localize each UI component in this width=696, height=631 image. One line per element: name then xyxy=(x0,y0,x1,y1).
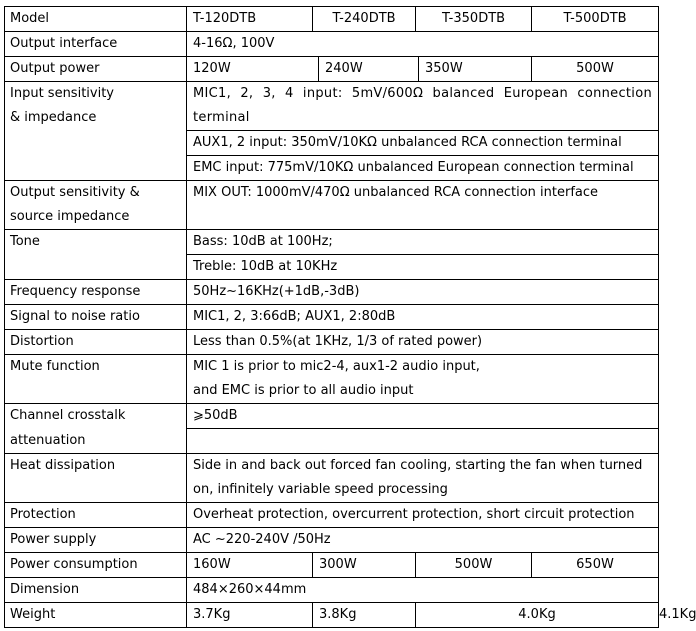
value-dimension: 484×260×44mm xyxy=(187,577,659,602)
value-frequency-response: 50Hz~16KHz(+1dB,-3dB) xyxy=(187,280,659,305)
value-heat: Side in and back out forced fan cooling, starting the fan when turned on, infinitely variable speed processing xyxy=(187,453,659,502)
label-output-interface: Output interface xyxy=(5,32,187,57)
row-distortion xyxy=(5,330,659,355)
value-distortion: Less than 0.5%(at 1KHz, 1/3 of rated power) xyxy=(187,330,659,355)
label-output-power: Output power xyxy=(5,57,187,82)
label-power-consumption: Power consumption xyxy=(5,552,187,577)
row-input-sensitivity-mic xyxy=(5,82,659,131)
value-output-sensitivity: MIX OUT: 1000mV/470Ω unbalanced RCA connection interface xyxy=(187,181,659,230)
row-input-sensitivity-aux xyxy=(5,131,659,156)
row-input-sensitivity-emc xyxy=(5,156,659,181)
row-protection xyxy=(5,502,659,527)
row-tone-treble xyxy=(5,255,659,280)
row-output-power xyxy=(5,57,659,82)
value-protection: Overheat protection, overcurrent protection, short circuit protection xyxy=(187,502,659,527)
weight-1: 3.7Kg xyxy=(187,602,313,627)
weight-3: 4.0Kg xyxy=(416,602,659,627)
label-dimension: Dimension xyxy=(5,577,187,602)
row-tone-bass xyxy=(5,230,659,255)
row-snr xyxy=(5,305,659,330)
value-input-mic: MIC1, 2, 3, 4 input: 5mV/600Ω balanced European connection terminal xyxy=(187,82,659,131)
label-output-sensitivity-line1: Output sensitivity & xyxy=(10,185,140,200)
row-crosstalk-1 xyxy=(5,404,659,429)
value-tone-bass: Bass: 10dB at 100Hz; xyxy=(187,230,659,255)
row-output-sensitivity xyxy=(5,181,659,230)
row-mute-2 xyxy=(5,379,659,404)
label-snr: Signal to noise ratio xyxy=(5,305,187,330)
model-4: T-500DTB xyxy=(532,7,659,32)
output-power-2: 240W xyxy=(319,57,419,82)
power-consumption-3: 500W xyxy=(416,552,532,577)
power-consumption-4: 650W xyxy=(532,552,659,577)
value-tone-treble: Treble: 10dB at 10KHz xyxy=(187,255,659,280)
label-tone-cont xyxy=(5,255,187,280)
row-weight: Weight 3.7Kg 3.8Kg 4.0Kg 4.1Kg xyxy=(5,602,659,627)
row-crosstalk-2 xyxy=(5,429,659,454)
row-frequency-response xyxy=(5,280,659,305)
label-distortion: Distortion xyxy=(5,330,187,355)
row-output-interface xyxy=(5,32,659,57)
output-power-4: 500W xyxy=(532,57,659,82)
label-power-supply: Power supply xyxy=(5,527,187,552)
label-protection: Protection xyxy=(5,502,187,527)
row-power-supply xyxy=(5,527,659,552)
value-input-emc: EMC input: 775mV/10KΩ unbalanced European connection terminal xyxy=(187,156,659,181)
value-mute-line1: MIC 1 is prior to mic2-4, aux1-2 audio input, xyxy=(187,355,659,380)
label-crosstalk-line2: attenuation xyxy=(5,429,187,454)
row-heat xyxy=(5,453,659,502)
label-output-sensitivity xyxy=(5,181,187,230)
row-power-consumption xyxy=(5,552,659,577)
row-model xyxy=(5,7,659,32)
label-heat: Heat dissipation xyxy=(5,453,187,502)
label-input-sensitivity-cont2 xyxy=(5,156,187,181)
output-power-1: 120W xyxy=(187,57,319,82)
spec-table xyxy=(4,6,696,628)
model-1: T-120DTB xyxy=(187,7,313,32)
value-output-interface: 4-16Ω, 100V xyxy=(187,32,659,57)
label-input-sensitivity-line1: Input sensitivity xyxy=(10,86,114,101)
output-power-3: 350W xyxy=(419,57,532,82)
value-crosstalk-empty xyxy=(187,429,659,454)
label-model: Model xyxy=(5,7,187,32)
weight-2: 3.8Kg xyxy=(313,602,416,627)
value-snr: MIC1, 2, 3:66dB; AUX1, 2:80dB xyxy=(187,305,659,330)
label-input-sensitivity-line2: & impedance xyxy=(10,110,97,125)
label-frequency-response: Frequency response xyxy=(5,280,187,305)
value-crosstalk: ⩾50dB xyxy=(187,404,659,429)
label-tone: Tone xyxy=(5,230,187,255)
value-input-aux: AUX1, 2 input: 350mV/10KΩ unbalanced RCA connection terminal xyxy=(187,131,659,156)
value-power-supply: AC ~220-240V /50Hz xyxy=(187,527,659,552)
power-consumption-2: 300W xyxy=(313,552,416,577)
value-mute-line2: and EMC is prior to all audio input xyxy=(187,379,659,404)
row-mute-1 xyxy=(5,355,659,380)
model-2: T-240DTB xyxy=(313,7,416,32)
label-crosstalk-line1: Channel crosstalk xyxy=(5,404,187,429)
row-dimension xyxy=(5,577,659,602)
label-output-sensitivity-line2: source impedance xyxy=(10,209,130,224)
model-3: T-350DTB xyxy=(416,7,532,32)
label-mute: Mute function xyxy=(5,355,187,380)
power-consumption-1: 160W xyxy=(187,552,313,577)
label-weight: Weight xyxy=(5,602,187,627)
label-input-sensitivity-cont xyxy=(5,131,187,156)
label-mute-cont xyxy=(5,379,187,404)
label-input-sensitivity xyxy=(5,82,187,131)
